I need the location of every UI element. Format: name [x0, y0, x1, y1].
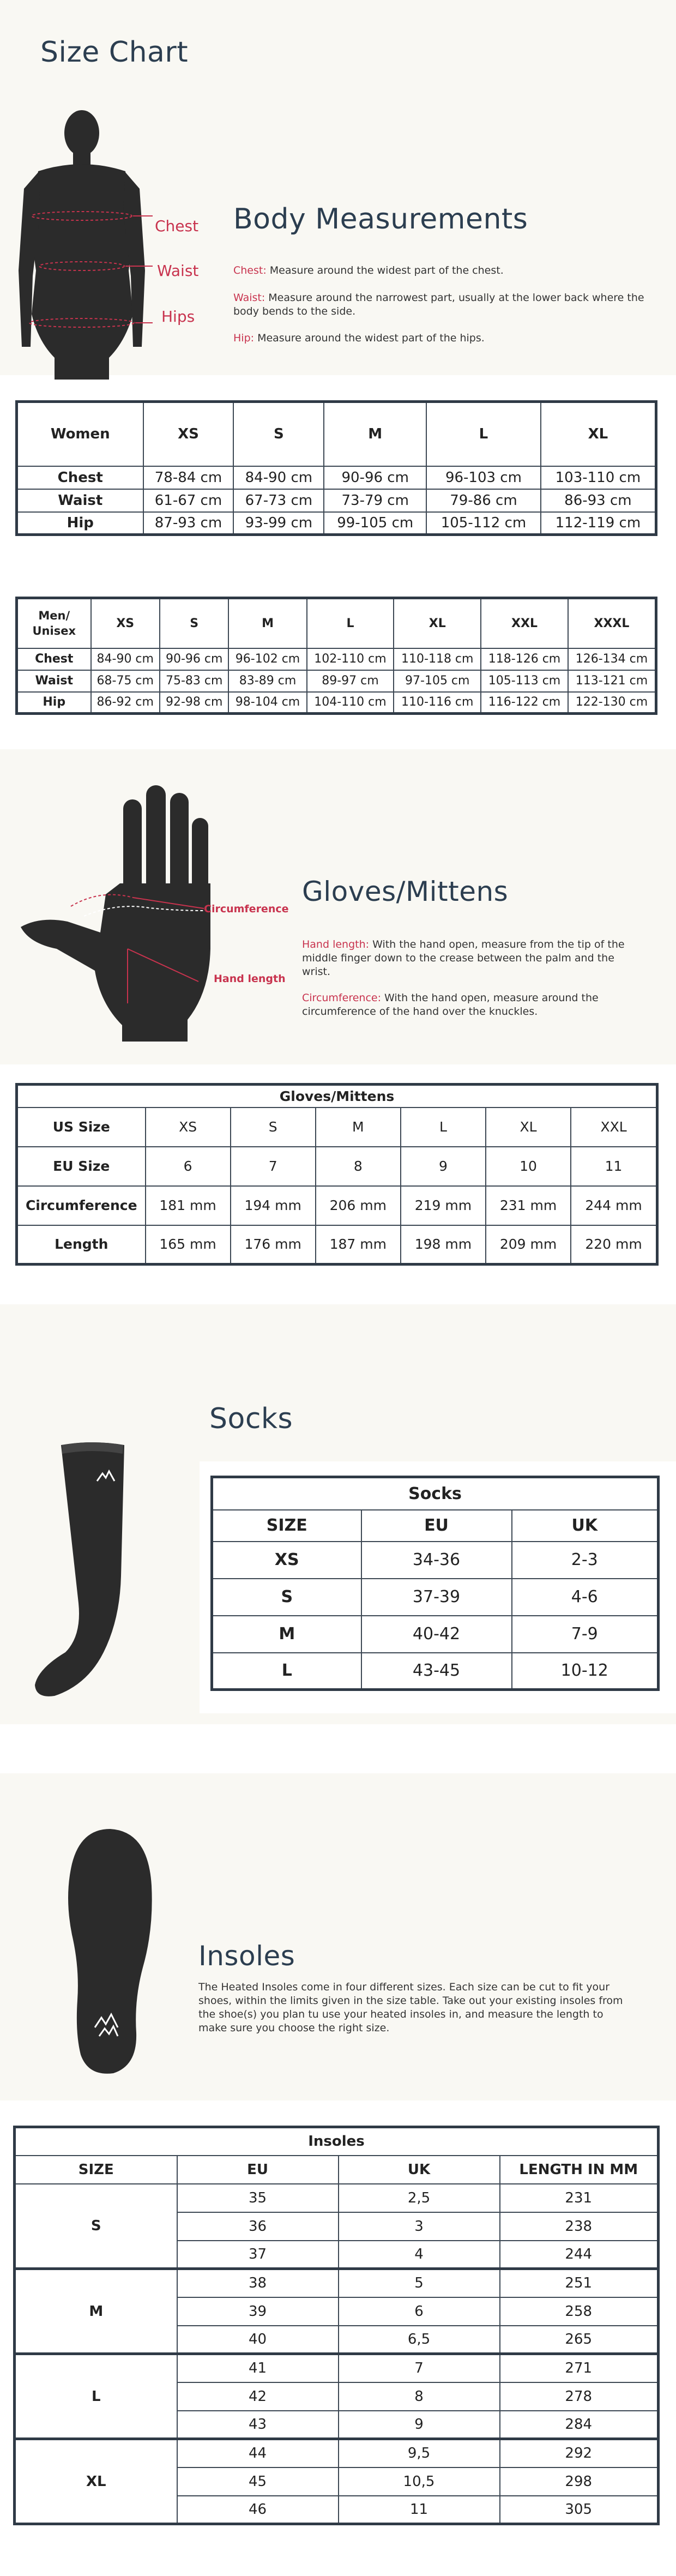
- table-cell: 122-130 cm: [568, 692, 656, 714]
- hand-length-label: Hand length: [214, 973, 286, 985]
- table-cell: 298: [500, 2467, 659, 2496]
- table-cell: Hip: [17, 692, 91, 714]
- table-cell: 86-92 cm: [91, 692, 160, 714]
- men-unisex-size-table: [15, 597, 657, 715]
- table-cell: 90-96 cm: [324, 466, 426, 489]
- table-cell: M: [212, 1616, 361, 1653]
- table-cell: 187 mm: [316, 1225, 401, 1265]
- circumference-term: Circumference:: [302, 992, 381, 1004]
- table-cell: 97-105 cm: [394, 670, 481, 692]
- socks-title: Socks: [209, 1403, 293, 1435]
- table-cell: 5: [339, 2269, 500, 2297]
- table-cell: 2,5: [339, 2184, 500, 2212]
- table-cell: 93-99 cm: [233, 512, 324, 535]
- table-cell: 292: [500, 2439, 659, 2467]
- table-row: [17, 1147, 657, 1186]
- body-measurements-title: Body Measurements: [233, 203, 528, 236]
- table-row: [15, 2269, 659, 2297]
- table-cell: Circumference: [17, 1186, 146, 1225]
- table-cell: 176 mm: [231, 1225, 316, 1265]
- table-row: [17, 489, 656, 512]
- table-cell: UK: [512, 1510, 659, 1542]
- waist-description: [233, 291, 648, 318]
- table-cell: 37: [177, 2241, 339, 2269]
- table-cell: 110-116 cm: [394, 692, 481, 714]
- table-cell: 305: [500, 2496, 659, 2524]
- size-group-cell: M: [15, 2269, 177, 2354]
- table-cell: 126-134 cm: [568, 648, 656, 670]
- table-row: [212, 1616, 659, 1653]
- table-cell: 231: [500, 2184, 659, 2212]
- table-row: [17, 1225, 657, 1265]
- table-cell: 87-93 cm: [143, 512, 234, 535]
- table-row: [212, 1542, 659, 1579]
- table-cell: 78-84 cm: [143, 466, 234, 489]
- table-cell: XL: [394, 598, 481, 648]
- table-cell: 44: [177, 2439, 339, 2467]
- table-cell: 79-86 cm: [426, 489, 541, 512]
- table-cell: 265: [500, 2326, 659, 2354]
- table-cell: 116-122 cm: [481, 692, 568, 714]
- table-cell: 38: [177, 2269, 339, 2297]
- table-cell: 244 mm: [571, 1186, 657, 1225]
- table-cell: 271: [500, 2354, 659, 2382]
- table-cell: 231 mm: [486, 1186, 571, 1225]
- table-cell: 36: [177, 2212, 339, 2241]
- table-cell: 112-119 cm: [541, 512, 656, 535]
- insoles-description: The Heated Insoles come in four different sizes. Each size can be cut to fit your shoes, within the limits given in the size table. Take out your existing insoles from the shoe(s) you plan tu use your heated insoles in, and measure the length to make sure you choose the right size.: [198, 1981, 623, 2034]
- table-header-row: [17, 402, 656, 466]
- table-cell: 43: [177, 2411, 339, 2439]
- waist-term: Waist:: [233, 292, 265, 304]
- table-cell: 98-104 cm: [228, 692, 306, 714]
- table-cell: L: [307, 598, 394, 648]
- sock-silhouette: [33, 1440, 142, 1701]
- table-cell: 61-67 cm: [143, 489, 234, 512]
- table-row: [15, 2439, 659, 2467]
- gloves-title: Gloves/Mittens: [302, 876, 509, 907]
- women-size-table: [15, 400, 657, 536]
- table-cell: 11: [571, 1147, 657, 1186]
- table-cell: 45: [177, 2467, 339, 2496]
- table-cell: Chest: [17, 466, 143, 489]
- table-cell: 3: [339, 2212, 500, 2241]
- page-title: Size Chart: [40, 36, 189, 69]
- table-cell: 42: [177, 2382, 339, 2411]
- table-row: [17, 648, 656, 670]
- table-row: [212, 1579, 659, 1616]
- table-cell: SIZE: [15, 2156, 177, 2184]
- table-cell: 2-3: [512, 1542, 659, 1579]
- table-cell: 244: [500, 2241, 659, 2269]
- table-row: [17, 512, 656, 535]
- table-cell: 284: [500, 2411, 659, 2439]
- circumference-description: [302, 991, 640, 1019]
- chest-term: Chest:: [233, 264, 267, 276]
- hand-silhouette: [19, 785, 291, 1047]
- table-cell: M: [228, 598, 306, 648]
- table-cell: 206 mm: [316, 1186, 401, 1225]
- table-cell: 110-118 cm: [394, 648, 481, 670]
- table-cell: 92-98 cm: [160, 692, 228, 714]
- table-cell: 4: [339, 2241, 500, 2269]
- table-cell: 7: [339, 2354, 500, 2382]
- table-caption: Socks: [212, 1477, 659, 1510]
- table-cell: Waist: [17, 670, 91, 692]
- table-cell: 10,5: [339, 2467, 500, 2496]
- table-caption-row: [17, 1085, 657, 1108]
- size-group-cell: XL: [15, 2439, 177, 2524]
- table-cell: 165 mm: [146, 1225, 231, 1265]
- table-row: [212, 1653, 659, 1690]
- table-row: [15, 2184, 659, 2212]
- table-cell: 105-113 cm: [481, 670, 568, 692]
- table-cell: S: [160, 598, 228, 648]
- table-cell: XS: [212, 1542, 361, 1579]
- circumference-text: With the hand open, measure around the circumference of the hand over the knuckles.: [302, 992, 599, 1018]
- table-cell: 209 mm: [486, 1225, 571, 1265]
- table-cell: 9,5: [339, 2439, 500, 2467]
- table-row: [17, 670, 656, 692]
- table-cell: US Size: [17, 1108, 146, 1147]
- table-caption-row: [15, 2127, 659, 2156]
- table-cell: EU: [361, 1510, 512, 1542]
- table-cell: 102-110 cm: [307, 648, 394, 670]
- table-cell: 10: [486, 1147, 571, 1186]
- table-cell: 67-73 cm: [233, 489, 324, 512]
- table-cell: 46: [177, 2496, 339, 2524]
- chest-description: [233, 264, 648, 278]
- table-row: [17, 1108, 657, 1147]
- table-header-row: [15, 2156, 659, 2184]
- table-cell: 113-121 cm: [568, 670, 656, 692]
- table-cell: 68-75 cm: [91, 670, 160, 692]
- table-cell: Men/ Unisex: [17, 598, 91, 648]
- body-silhouette: [16, 107, 158, 380]
- table-cell: S: [231, 1108, 316, 1147]
- hip-text: Measure around the widest part of the hips.: [254, 332, 485, 344]
- hand-length-text: With the hand open, measure from the tip of the middle finger down to the crease between the palm and the wrist.: [302, 938, 625, 978]
- table-cell: 8: [339, 2382, 500, 2411]
- table-cell: 118-126 cm: [481, 648, 568, 670]
- size-group-cell: L: [15, 2354, 177, 2439]
- table-cell: Waist: [17, 489, 143, 512]
- table-cell: XXXL: [568, 598, 656, 648]
- table-row: [17, 692, 656, 714]
- table-cell: 35: [177, 2184, 339, 2212]
- table-cell: 7: [231, 1147, 316, 1186]
- table-cell: XS: [143, 402, 234, 466]
- table-cell: 181 mm: [146, 1186, 231, 1225]
- table-cell: 89-97 cm: [307, 670, 394, 692]
- table-cell: Length: [17, 1225, 146, 1265]
- table-cell: 198 mm: [401, 1225, 486, 1265]
- table-cell: LENGTH IN MM: [500, 2156, 659, 2184]
- circumference-label: Circumference: [204, 903, 289, 915]
- table-cell: 11: [339, 2496, 500, 2524]
- table-cell: 84-90 cm: [233, 466, 324, 489]
- table-row: [15, 2354, 659, 2382]
- table-cell: S: [233, 402, 324, 466]
- table-cell: 9: [401, 1147, 486, 1186]
- chest-label: Chest: [155, 217, 199, 235]
- table-cell: 251: [500, 2269, 659, 2297]
- table-cell: M: [316, 1108, 401, 1147]
- table-row: [17, 466, 656, 489]
- table-cell: XXL: [481, 598, 568, 648]
- table-cell: XL: [541, 402, 656, 466]
- table-cell: 4-6: [512, 1579, 659, 1616]
- table-cell: 219 mm: [401, 1186, 486, 1225]
- chest-text: Measure around the widest part of the chest.: [266, 264, 504, 276]
- table-caption: Gloves/Mittens: [17, 1085, 657, 1108]
- table-cell: 104-110 cm: [307, 692, 394, 714]
- hip-term: Hip:: [233, 332, 255, 344]
- table-cell: 103-110 cm: [541, 466, 656, 489]
- table-cell: EU Size: [17, 1147, 146, 1186]
- table-caption: Insoles: [15, 2127, 659, 2156]
- table-row: [17, 1186, 657, 1225]
- table-cell: 86-93 cm: [541, 489, 656, 512]
- table-header-row: [212, 1510, 659, 1542]
- table-cell: Chest: [17, 648, 91, 670]
- table-cell: L: [426, 402, 541, 466]
- table-cell: 6: [146, 1147, 231, 1186]
- insole-silhouette: [61, 1826, 159, 2077]
- table-cell: 6: [339, 2297, 500, 2326]
- table-cell: 90-96 cm: [160, 648, 228, 670]
- table-cell: XXL: [571, 1108, 657, 1147]
- table-cell: 258: [500, 2297, 659, 2326]
- socks-size-table: [210, 1476, 660, 1691]
- table-cell: 39: [177, 2297, 339, 2326]
- table-cell: 83-89 cm: [228, 670, 306, 692]
- table-cell: EU: [177, 2156, 339, 2184]
- insoles-title: Insoles: [198, 1940, 295, 1972]
- table-cell: SIZE: [212, 1510, 361, 1542]
- table-cell: Women: [17, 402, 143, 466]
- hand-length-description: [302, 938, 640, 979]
- table-cell: 37-39: [361, 1579, 512, 1616]
- table-cell: 43-45: [361, 1653, 512, 1690]
- table-cell: L: [212, 1653, 361, 1690]
- table-cell: L: [401, 1108, 486, 1147]
- table-cell: 238: [500, 2212, 659, 2241]
- table-cell: 8: [316, 1147, 401, 1186]
- table-cell: 9: [339, 2411, 500, 2439]
- table-cell: XS: [91, 598, 160, 648]
- table-cell: 10-12: [512, 1653, 659, 1690]
- table-cell: 96-102 cm: [228, 648, 306, 670]
- gloves-size-table: [15, 1083, 659, 1266]
- hips-label: Hips: [161, 308, 195, 326]
- table-cell: 34-36: [361, 1542, 512, 1579]
- hip-description: [233, 332, 648, 345]
- table-cell: UK: [339, 2156, 500, 2184]
- table-cell: 41: [177, 2354, 339, 2382]
- table-cell: 40: [177, 2326, 339, 2354]
- table-cell: 73-79 cm: [324, 489, 426, 512]
- size-group-cell: S: [15, 2184, 177, 2269]
- table-cell: 6,5: [339, 2326, 500, 2354]
- table-cell: 84-90 cm: [91, 648, 160, 670]
- insoles-size-table: [13, 2126, 660, 2525]
- hand-length-term: Hand length:: [302, 938, 370, 950]
- table-cell: 220 mm: [571, 1225, 657, 1265]
- table-cell: 7-9: [512, 1616, 659, 1653]
- table-cell: M: [324, 402, 426, 466]
- table-cell: Hip: [17, 512, 143, 535]
- table-cell: 40-42: [361, 1616, 512, 1653]
- table-cell: 194 mm: [231, 1186, 316, 1225]
- waist-text: Measure around the narrowest part, usually at the lower back where the body bends to the side.: [233, 292, 644, 317]
- table-cell: XS: [146, 1108, 231, 1147]
- table-cell: 96-103 cm: [426, 466, 541, 489]
- table-header-row: [17, 598, 656, 648]
- table-cell: 75-83 cm: [160, 670, 228, 692]
- table-cell: 105-112 cm: [426, 512, 541, 535]
- table-cell: XL: [486, 1108, 571, 1147]
- table-cell: 278: [500, 2382, 659, 2411]
- table-cell: S: [212, 1579, 361, 1616]
- waist-label: Waist: [157, 262, 199, 280]
- table-cell: 99-105 cm: [324, 512, 426, 535]
- table-caption-row: [212, 1477, 659, 1510]
